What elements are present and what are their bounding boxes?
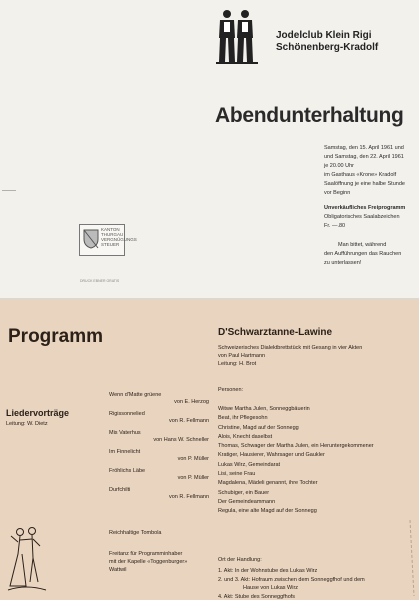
setting-list — [218, 567, 418, 600]
cast-member: Christine, Magd auf der Sonnegg — [218, 424, 299, 431]
song-title: Fröhlichs Läbe — [109, 468, 146, 474]
badge-note: Obligatorisches Saalabzeichen — [324, 214, 400, 220]
printer-imprint: DRUCK EBNER GRATIS — [80, 279, 120, 283]
cast-heading: Personen: — [218, 387, 244, 393]
event-title: Abendunterhaltung — [215, 104, 404, 127]
date-line: und Samstag, den 22. April 1961 — [324, 154, 404, 160]
cast-member: Magdalena, Mädeli genannt, ihre Tochter — [218, 480, 318, 487]
song-title: Mis Vaterhus — [109, 430, 141, 436]
free-dance-note — [109, 550, 219, 574]
door-line: Saalöffnung je eine halbe Stunde — [324, 181, 405, 187]
song-item — [109, 411, 209, 430]
cast-member: Lukas Wirz, Gemeindarat — [218, 461, 281, 468]
setting-line: 4. Akt: Stube des Sonneggfhofs — [218, 593, 296, 600]
cast-list — [218, 405, 418, 517]
date-line: Samstag, den 15. April 1961 und — [324, 145, 404, 151]
song-item — [109, 449, 209, 468]
songs-conductor: Leitung: W. Dietz — [6, 421, 48, 427]
cast-member: Regula, eine alte Magd auf der Sonnegg — [218, 508, 317, 515]
song-item — [109, 487, 209, 506]
cast-member: Alois, Knecht daselbst — [218, 433, 273, 440]
play-title: D'Schwarztanne-Lawine — [218, 327, 333, 338]
fold-line — [408, 520, 416, 596]
tombola-note: Reichhaltige Tombola — [109, 530, 162, 536]
coat-of-arms-icon — [83, 229, 99, 249]
song-composer: von E. Herzog — [174, 399, 209, 405]
cast-member: Schubiger, ein Bauer — [218, 489, 270, 496]
cast-member: Witwe Martha Julen, Sonneggbäuerin — [218, 406, 310, 412]
song-title: Wenn d'Matte grüene — [109, 392, 162, 398]
song-item — [109, 392, 209, 411]
song-composer: von P. Müller — [177, 475, 209, 481]
song-item — [109, 468, 209, 487]
flyer-cover — [0, 0, 419, 298]
fold-mark — [2, 190, 16, 191]
tax-stamp-text: KANTON THURGAU VERGNÜGUNGS STEUER — [101, 227, 137, 247]
song-composer: von R. Fellmann — [168, 494, 209, 500]
setting-line: Hause von Lukas Wirz — [243, 585, 299, 591]
free-program-note: Unverkäufliches Freiprogramm — [324, 205, 406, 211]
program-title: Programm — [8, 326, 104, 347]
songs-heading: Liedervorträge — [6, 408, 70, 418]
song-title: Rigissonnelied — [109, 411, 145, 417]
song-composer: von P. Müller — [177, 456, 209, 462]
song-title: Im Finnelicht — [109, 449, 141, 455]
play-director: Leitung: H. Brot — [218, 361, 257, 367]
setting-line: 2. und 3. Akt: Hofraum zwischen dem Sonneggfhof und dem — [218, 576, 365, 583]
venue-line: im Gasthaus «Krone» Kradolf — [324, 172, 397, 178]
song-composer: von Hans W. Schneller — [153, 437, 209, 443]
song-item — [109, 430, 209, 449]
setting-line: 1. Akt: In der Wohnstube des Lukas Wirz — [218, 568, 318, 574]
cast-member: Lisi, seine Frau — [218, 471, 256, 478]
play-author: von Paul Hartmann — [218, 353, 266, 359]
song-title: Durfchilti — [109, 487, 131, 493]
dancing-couple-illustration — [6, 524, 48, 594]
time-line: je 20.00 Uhr — [324, 163, 354, 169]
cast-member: Beat, ihr Pflegesohn — [218, 415, 268, 422]
event-details — [324, 144, 419, 268]
setting-heading: Ort der Handlung: — [218, 557, 262, 563]
door-line: vor Beginn — [324, 190, 351, 196]
cast-member: Der Gemeindeammann — [218, 498, 276, 505]
price: Fr. —.80 — [324, 223, 346, 229]
play-genre: Schweizerisches Dialektbrettstück mit Gesang in vier Akten — [218, 345, 363, 351]
club-name-line2: Schönenberg-Kradolf — [276, 42, 379, 53]
notice-line: zu unterlassen! — [324, 260, 362, 266]
free-dance-line: Freitanz für Programminhaber — [109, 551, 183, 557]
play-description — [218, 344, 414, 368]
club-name — [276, 30, 416, 54]
song-composer: von R. Fellmann — [168, 418, 209, 424]
cast-member: Thomas, Schwager der Martha Julen, ein Heruntergekommener — [218, 443, 374, 450]
song-list — [109, 392, 209, 506]
notice-line: Man bittet, während — [338, 242, 387, 248]
cast-member: Kratiger, Hausierer, Wahrsager und Gaukler — [218, 452, 325, 459]
free-dance-line: mit der Kapelle «Toggenburger» — [109, 559, 188, 565]
yodel-singers-logo — [214, 8, 260, 66]
notice-line: den Aufführungen das Rauchen — [324, 251, 402, 257]
free-dance-line: Wattwil — [109, 567, 127, 573]
club-name-line1: Jodelclub Klein Rigi — [276, 30, 372, 41]
